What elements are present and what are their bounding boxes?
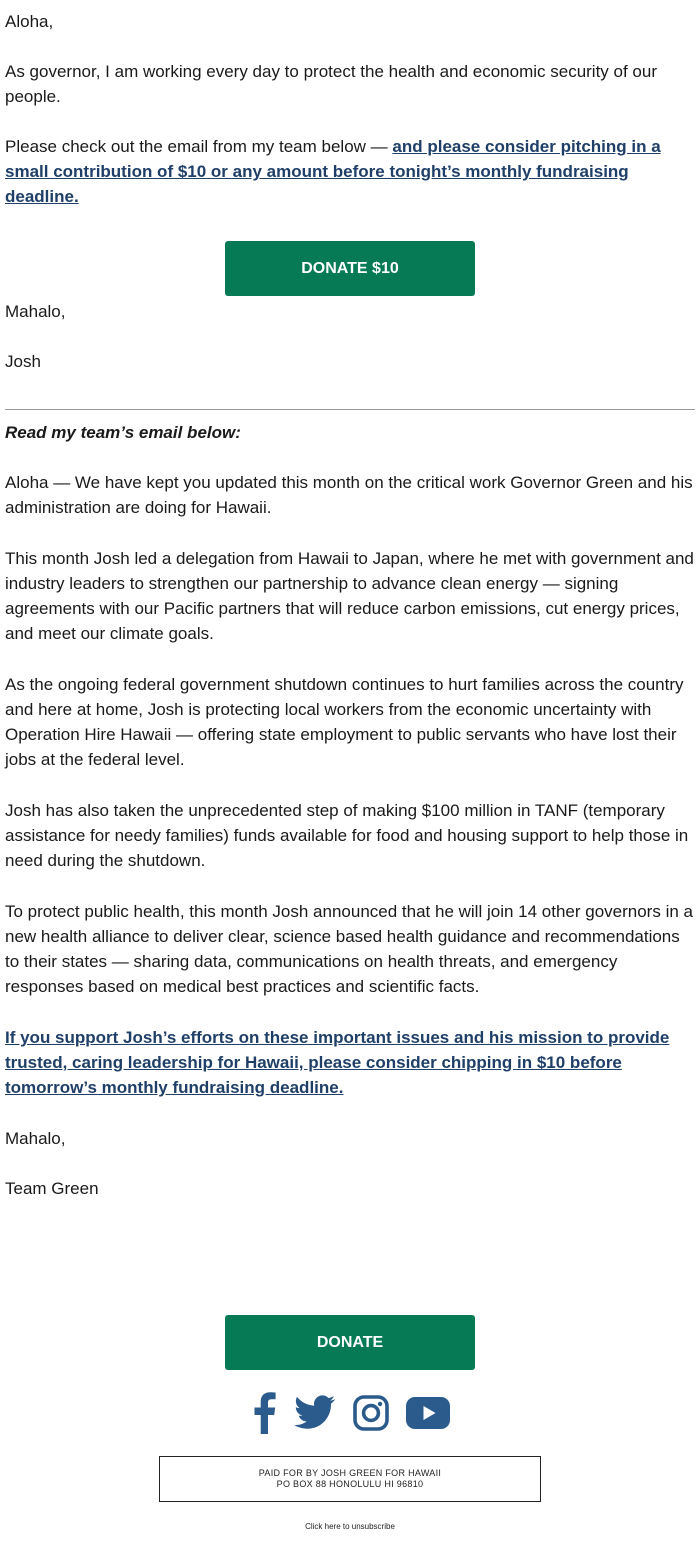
intro-contribution-link[interactable]: and please consider pitching in a small contribution of $10 or any amount before tonight’s monthly fundraising deadline. <box>5 137 661 206</box>
team-email-paragraph: Josh has also taken the unprecedented step of making $100 million in TANF (temporary assistance for needy families) funds available for food and housing support to help those in need during the shutdown. <box>5 801 689 870</box>
section-divider <box>5 409 695 410</box>
team-email-cta-link[interactable]: If you support Josh’s efforts on these important issues and his mission to provide trusted, caring leadership for Hawaii, please consider chipping in $10 before tomorrow’s monthly fundraising deadline. <box>5 1028 670 1097</box>
paid-for-disclaimer <box>159 1456 541 1502</box>
unsubscribe-link[interactable]: Click here to unsubscribe <box>305 1522 395 1531</box>
address-line: PO BOX 88 HONOLULU HI 96810 <box>276 1479 424 1489</box>
team-email-signature: Team Green <box>5 1179 99 1198</box>
twitter-icon[interactable] <box>294 1395 336 1431</box>
team-email-closing: Mahalo, <box>5 1129 66 1148</box>
intro-ask-paragraph <box>5 134 697 209</box>
team-email-paragraph: This month Josh led a delegation from Hawaii to Japan, where he met with government and industry leaders to strengthen our partnership to advance clean energy — signing agreements with our Pacific partners that will reduce carbon emissions, cut energy prices, and meet our climate goals. <box>5 549 694 643</box>
intro-signature: Josh <box>5 352 41 371</box>
intro-closing: Mahalo, <box>5 302 66 321</box>
donate-button[interactable]: DONATE <box>225 1315 475 1370</box>
team-email-paragraph: To protect public health, this month Josh announced that he will join 14 other governors in a new health alliance to deliver clear, science based health guidance and recommendations to their states — sharing data, communications on health threats, and emergency responses based on medical best practices and scientific facts. <box>5 902 693 996</box>
donate-10-button[interactable]: DONATE $10 <box>225 241 475 296</box>
intro-ask-text: Please check out the email from my team below — <box>5 137 393 156</box>
social-links <box>0 1390 700 1436</box>
intro-paragraph: As governor, I am working every day to protect the health and economic security of our people. <box>5 62 658 106</box>
facebook-icon[interactable] <box>251 1392 277 1434</box>
team-email-cta-paragraph <box>5 1025 697 1100</box>
paid-for-line: PAID FOR BY JOSH GREEN FOR HAWAII <box>258 1468 442 1478</box>
team-email-paragraph: Aloha — We have kept you updated this month on the critical work Governor Green and his administration are doing for Hawaii. <box>5 473 693 517</box>
team-email-paragraph: As the ongoing federal government shutdown continues to hurt families across the country and here at home, Josh is protecting local workers from the economic uncertainty with Operation Hire Hawaii — offering state employment to public servants who have lost their jobs at the federal level. <box>5 675 684 769</box>
team-email-lead: Read my team’s email below: <box>5 423 241 442</box>
youtube-icon[interactable] <box>406 1397 450 1429</box>
instagram-icon[interactable] <box>353 1395 389 1431</box>
greeting: Aloha, <box>5 12 54 31</box>
